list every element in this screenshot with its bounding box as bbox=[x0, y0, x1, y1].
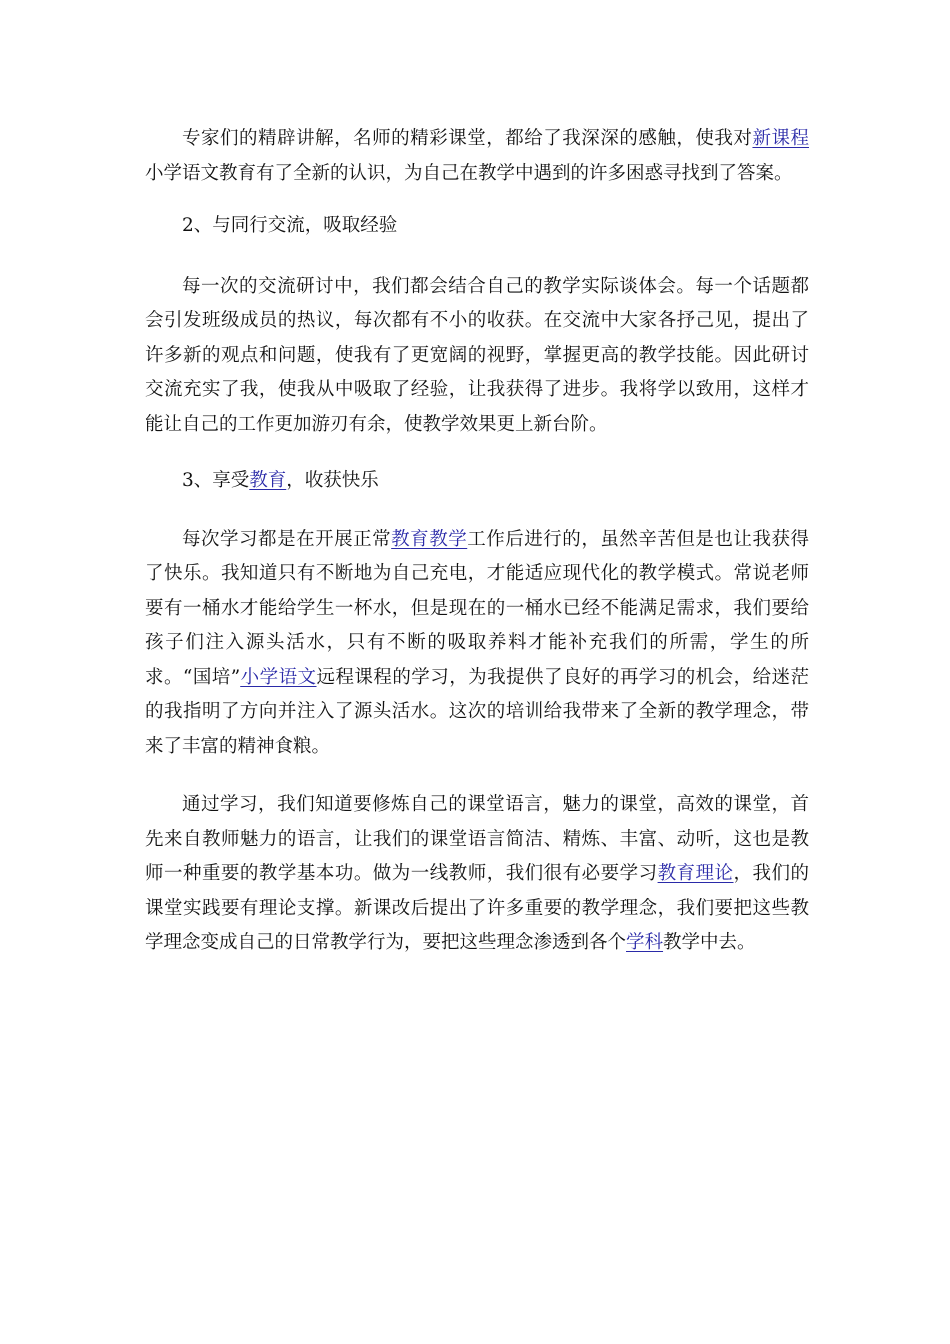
text-run: 每次学习都是在开展正常 bbox=[182, 528, 392, 550]
heading-text: 2、与同行交流，吸取经验 bbox=[182, 215, 398, 236]
text-run: ，我们的课堂实践要有理论支撑。新课改后提出了许多重要的教学理念，我们要把这些教学理念变成自己的日常教学行为，要把这些理念渗透到各个 bbox=[145, 863, 809, 953]
text-run: 小学语文教育有了全新的认识，为自己在教学中遇到的许多困惑寻找到了答案。 bbox=[145, 162, 793, 184]
document-body bbox=[145, 122, 809, 961]
text-run: 通过学习，我们知道要修炼自己的课堂语言，魅力的课堂，高效的课堂，首先来自教师魅力的语言，让我们的课堂语言简洁、精炼、丰富、动听，这也是教师一种重要的教学基本功。做为一线教师，我们很有必要学习 bbox=[145, 794, 809, 884]
text-run: 专家们的精辟讲解，名师的精彩课堂，都给了我深深的感触，使我对 bbox=[182, 128, 753, 149]
link-education-teaching[interactable]: 教育教学 bbox=[391, 528, 468, 550]
text-run: 每一次的交流研讨中，我们都会结合自己的教学实际谈体会。每一个话题都会引发班级成员的热议，每次都有不小的收获。在交流中大家各抒己见，提出了许多新的观点和问题，使我有了更宽阔的视野，掌握更高的教学技能。因此研讨交流充实了我，使我从中吸取了经验，让我获得了进步。我将学以致用，这样才能让自己的工作更加游刃有余，使教学效果更上新台阶。 bbox=[145, 275, 809, 435]
text-run: 远程课程的学习，为我提供了良好的再学习的机会，给迷茫的我指明了方向并注入了源头活水。这次的培训给我带来了全新的教学理念，带来了丰富的精神食粮。 bbox=[145, 666, 809, 757]
link-education[interactable]: 教育 bbox=[249, 470, 287, 491]
paragraph-classroom-language bbox=[145, 788, 809, 961]
text-run: 教学中去。 bbox=[663, 932, 756, 953]
section-heading-enjoy-education bbox=[145, 464, 809, 499]
link-new-curriculum[interactable]: 新课程 bbox=[752, 128, 809, 149]
paragraph-exchange-discussion bbox=[145, 270, 809, 443]
link-subject[interactable]: 学科 bbox=[626, 932, 664, 953]
link-education-theory[interactable]: 教育理论 bbox=[657, 863, 734, 884]
heading-text: 3、享受 bbox=[182, 470, 250, 491]
text-run: 工作后进行的，虽然辛苦但是也让我获得了快乐。我知道只有不断地为自己充电，才能适应现代化的教学模式。常说老师要有一桶水才能给学生一杯水，但是现在的一桶水已经不能满足需求，我们要给孩子们注入源头活水，只有不断的吸取养料才能补充我们的所需，学生的所求。“国培” bbox=[145, 528, 809, 688]
section-heading-peer-exchange bbox=[145, 209, 809, 244]
heading-text: ，收获快乐 bbox=[286, 470, 379, 491]
paragraph-learning-joy bbox=[145, 523, 809, 765]
paragraph-expert-lectures bbox=[145, 122, 809, 191]
link-primary-chinese[interactable]: 小学语文 bbox=[240, 666, 317, 688]
